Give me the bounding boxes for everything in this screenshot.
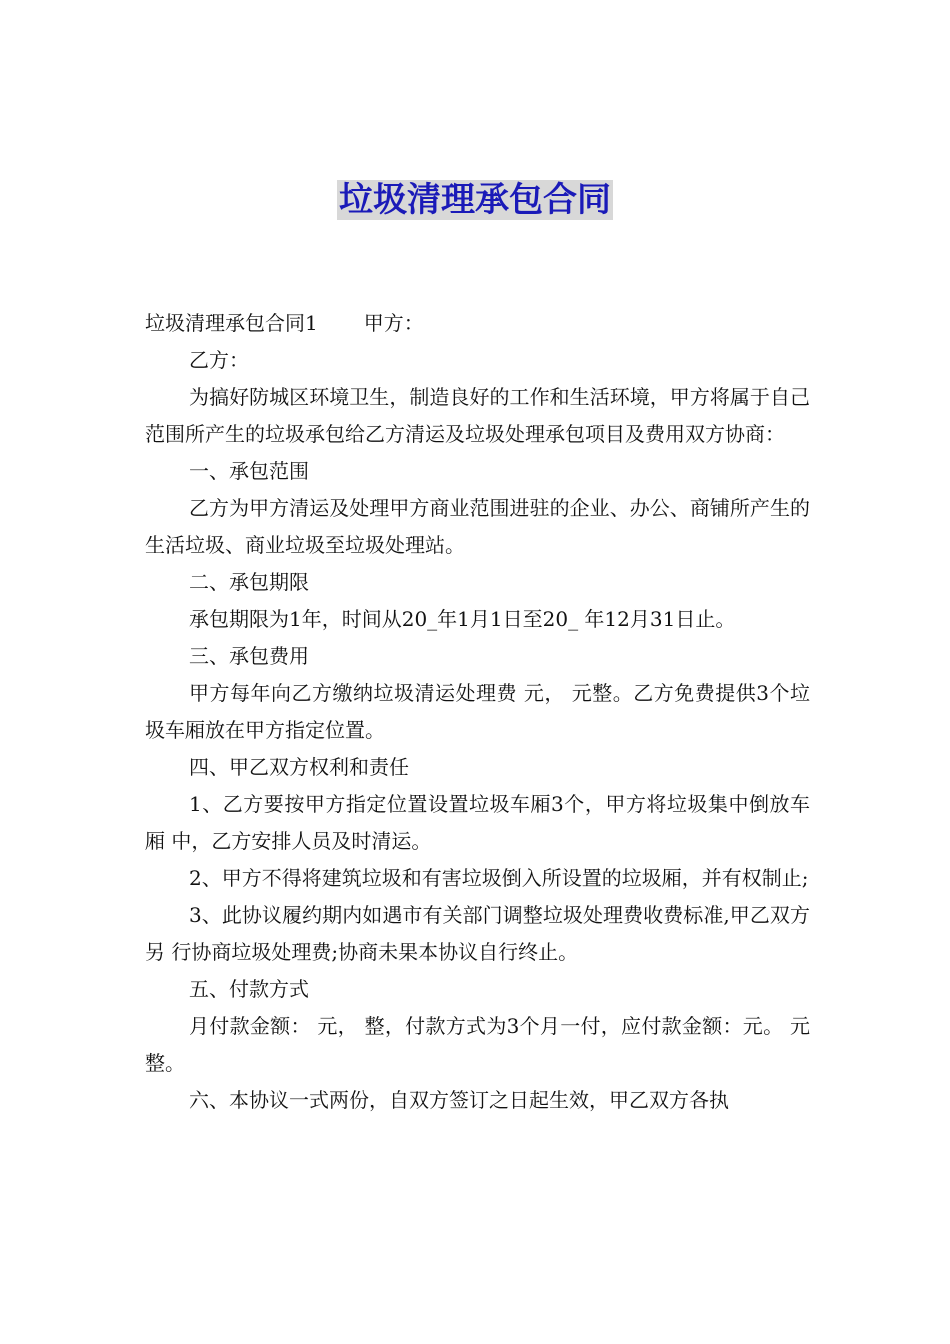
paragraph: 3、此协议履约期内如遇市有关部门调整垃圾处理费收费标准,甲乙双方另 行协商垃圾处理费;协商未果本协议自行终止。: [145, 903, 810, 964]
section-heading: 二、承包期限: [189, 570, 309, 594]
document-title: [0, 178, 950, 222]
section-heading: 一、承包范围: [189, 459, 309, 483]
section-heading: 三、承包费用: [189, 644, 309, 668]
paragraph-text: 垃圾清理承包合同1: [145, 311, 318, 335]
party-a-label: 甲方：: [363, 311, 424, 335]
paragraph: 为搞好防城区环境卫生，制造良好的工作和生活环境，甲方将属于自己范围所产生的垃圾承包给乙方清运及垃圾处理承包项目及费用双方协商：: [145, 385, 810, 446]
paragraph-heading-line: [145, 305, 810, 342]
paragraph: 乙方：: [189, 348, 249, 372]
paragraph: 六、本协议一式两份，自双方签订之日起生效，甲乙双方各执: [189, 1088, 729, 1112]
paragraph: 甲方每年向乙方缴纳垃圾清运处理费 元， 元整。乙方免费提供3个垃圾车厢放在甲方指定位置。: [145, 681, 810, 742]
section-heading: 五、付款方式: [189, 977, 309, 1001]
paragraph: 1、乙方要按甲方指定位置设置垃圾车厢3个，甲方将垃圾集中倒放车厢 中，乙方安排人员及时清运。: [145, 792, 810, 853]
document-title-text: 垃圾清理承包合同: [339, 180, 611, 220]
paragraph: 承包期限为1年，时间从20_年1月1日至20_ 年12月31日止。: [189, 607, 736, 631]
section-heading: 四、甲乙双方权利和责任: [189, 755, 409, 779]
paragraph: 乙方为甲方清运及处理甲方商业范围进驻的企业、办公、商铺所产生的生活垃圾、商业垃圾至垃圾处理站。: [145, 496, 810, 557]
document-body: [145, 305, 810, 1119]
paragraph: 月付款金额： 元， 整，付款方式为3个月一付，应付款金额：元。 元整。: [145, 1014, 810, 1075]
paragraph: 2、甲方不得将建筑垃圾和有害垃圾倒入所设置的垃圾厢，并有权制止;: [189, 866, 809, 890]
